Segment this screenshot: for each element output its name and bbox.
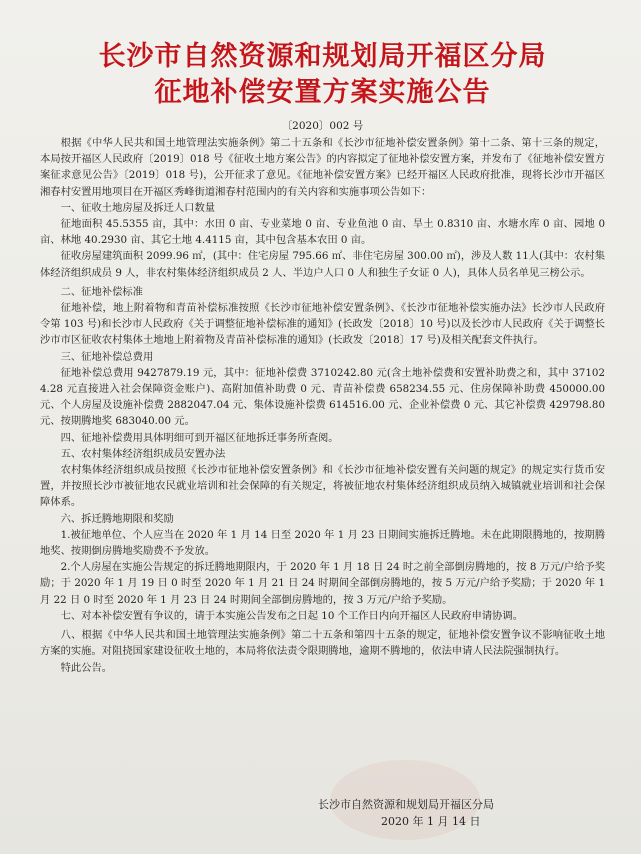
section-2-standards: 征地补偿，地上附着物和青苗补偿标准按照《长沙市征地补偿安置条例》、《长沙市征地补偿实施办法》长沙市人民政府令第 103 号)和长沙市人民政府《关于调整征地补偿标准的通知》(长政发〔2018〕10 号)以及长沙市人民政府《关于调整长沙市市区征收农村集体土地地上附着物及青苗补偿标准的通知》(长政发〔2018〕17 号)及相关配套文件执行。 [40, 302, 605, 347]
section-6-item-2: 2.个人房屋在实施公告规定的拆迁腾地期限内，于 2020 年 1 月 18 日 24 时之前全部倒房腾地的，按 8 万元/户给予奖励；于 2020 年 1 月 19 日 0 时至 2020 年 1 月 21 日 24 时期间全部倒房腾地的，按 5 万元/户给予奖励；于 2020 年 1 月 22 日 0 时至 2020 年 1 月 23 日 24 时期间全部倒房腾地的，按 3 万元/户给予奖励。 [40, 561, 605, 606]
section-5-resettlement: 农村集体经济组织成员按照《长沙市征地补偿安置条例》和《长沙市征地补偿安置有关问题的规定》的规定实行货币安置，并按照长沙市被征地农民就业培训和社会保障的有关规定，将被征地农村集体经济组织成员纳入城镇就业培训和社会保障体系。 [40, 464, 605, 509]
section-1-heading: 一、征收土地房屋及拆迁人口数量 [60, 201, 216, 214]
section-1-building-area: 征收房屋建筑面积 2099.96 ㎡，(其中：住宅房屋 795.66 ㎡、非住宅房屋 300.00 ㎡)，涉及人数 11人(其中：农村集体经济组织成员 9 人，非农村集体经济组织成员 2 人、半边户人口 0 人和独生子女证 0 人)，具体人员名单见三榜公示。 [40, 250, 605, 279]
section-6-item-1: 1.被征地单位、个人应当在 2020 年 1 月 14 日至 2020 年 1 月 23 日期间实施拆迁腾地。未在此期限腾地的，按期腾地奖、按期倒房腾地奖励费不予发放。 [40, 528, 605, 558]
section-4-heading: 四、征地补偿费用具体明细可到开福区征地拆迁事务所查阅。 [60, 431, 339, 444]
closing-line: 特此公告。 [60, 661, 113, 674]
section-8-enforcement: 八、根据《中华人民共和国土地管理法实施条例》第二十五条和第四十五条的规定，征地补偿安置争议不影响征收土地方案的实施。对阻挠国家建设征收土地的，本局将依法责令限期腾地，逾期不腾地的，依法申请人民法院强制执行。 [40, 629, 605, 658]
section-1-land-area: 征地面积 45.5355 亩，其中：水田 0 亩、专业菜地 0 亩、专业鱼池 0 亩、旱土 0.8310 亩、水塘水库 0 亩、园地 0 亩、林地 40.2930 亩、其它土地 4.4115 亩，其中包含基本农田 0 亩。 [40, 218, 605, 247]
signature-date: 2020 年 1 月 14 日 [381, 815, 481, 828]
signature-block [318, 796, 494, 830]
section-3-total-cost: 征地补偿总费用 9427879.19 元，其中：征地补偿费 3710242.80 元(含土地补偿费和安置补助费之和，其中 371024.28 元直接进入社会保障资金账户)、高附加值补助费 0 元、青苗补偿费 658234.55 元、住房保障补助费 450000.00 元、个人房屋及设施补偿费 2882047.04 元、集体设施补偿费 614516.00 元、企业补偿费 0 元、其它补偿费 429798.80 元、按期腾地奖 683040.00 元。 [40, 366, 605, 428]
section-6-heading: 六、拆迁腾地期限和奖励 [60, 512, 174, 525]
section-5-heading: 五、农村集体经济组织成员安置办法 [60, 447, 226, 460]
section-2-heading: 二、征地补偿标准 [60, 285, 143, 298]
title-line-1: 长沙市自然资源和规划局开福区分局 [98, 41, 547, 72]
document-number: 〔2020〕002 号 [281, 120, 364, 132]
section-7-dispute: 七、对本补偿安置有争议的，请于本实施公告发布之日起 10 个工作日内向开福区人民政府申请协调。 [60, 609, 524, 622]
intro-paragraph: 根据《中华人民共和国土地管理法实施条例》第二十五条和《长沙市征地补偿安置条例》第十二条、第十三条的规定，本局按开福区人民政府〔2019〕018 号《征收土地方案公告》的内容拟定了征地补偿安置方案，并发布了《征地补偿安置方案征求意见公告》〔2019〕018 号)，公开征求了意见。《征地补偿安置方案》已经开福区人民政府批准，现将长沙市开福区湘春村安置用地项目在开福区秀峰街道湘春村范围内的有关内容和实施事项公告如下： [40, 137, 605, 198]
signature-organization: 长沙市自然资源和规划局开福区分局 [318, 798, 494, 811]
section-3-heading: 三、征地补偿总费用 [60, 350, 154, 363]
title-line-2: 征地补偿安置方案实施公告 [154, 77, 491, 108]
